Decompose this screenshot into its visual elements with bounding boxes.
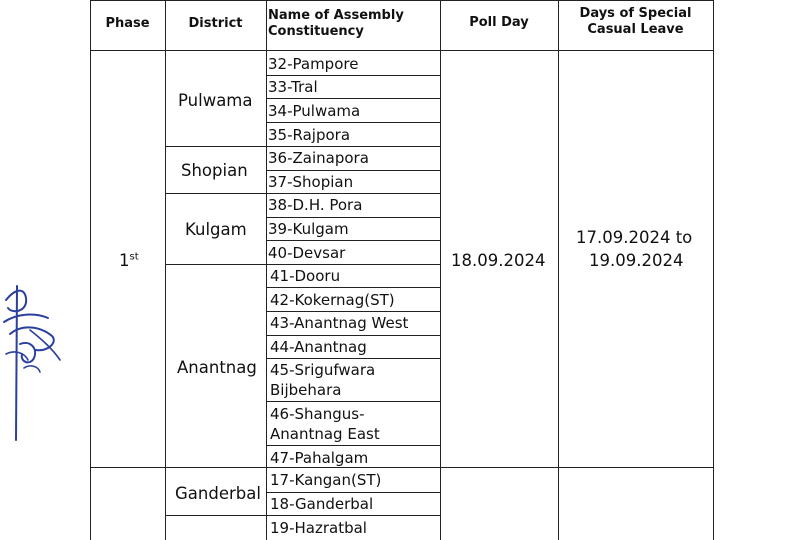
row-separator	[266, 492, 441, 493]
constituency-item: 19-Hazratbal	[270, 519, 367, 537]
header-phase: Phase	[105, 16, 150, 31]
constituency-item: 35-Rajpora	[268, 126, 351, 144]
constituency-item: 41-Dooru	[270, 267, 341, 285]
constituency-item: 36-Zainapora	[268, 149, 369, 167]
constituency-item: 37-Shopian	[268, 173, 354, 191]
row-separator	[266, 335, 441, 336]
constituency-item-continued: Anantnag East	[270, 425, 380, 443]
constituency-item: 44-Anantnag	[270, 338, 367, 356]
constituency-item: 17-Kangan(ST)	[270, 471, 382, 489]
constituency-item: 47-Pahalgam	[270, 449, 369, 467]
header-poll-day: Poll Day	[469, 15, 529, 30]
district-separator	[165, 193, 441, 194]
row-separator	[266, 401, 441, 402]
row-separator	[266, 217, 441, 218]
district-shopian: Shopian	[181, 161, 248, 180]
column-divider-constituency	[266, 0, 267, 540]
district-pulwama: Pulwama	[178, 91, 253, 110]
header-district: District	[188, 16, 243, 31]
row-separator	[266, 311, 441, 312]
constituency-item: 40-Devsar	[268, 244, 346, 262]
header-constituency-line1: Name of Assembly	[268, 8, 404, 23]
row-separator	[266, 98, 441, 99]
district-ganderbal: Ganderbal	[175, 484, 261, 503]
header-constituency-line2: Constituency	[268, 24, 364, 39]
header-leave-line2: Casual Leave	[587, 22, 684, 37]
header-leave-line1: Days of Special	[579, 6, 692, 21]
table-border-top	[90, 0, 714, 1]
constituency-item: 38-D.H. Pora	[268, 196, 363, 214]
constituency-item: 43-Anantnag West	[270, 314, 409, 332]
row-separator	[266, 358, 441, 359]
district-anantnag: Anantnag	[177, 358, 257, 377]
district-kulgam: Kulgam	[185, 220, 247, 239]
constituency-item: 45-Srigufwara	[270, 361, 376, 379]
column-divider-leave	[558, 0, 559, 540]
leave-line1: 17.09.2024 to	[576, 228, 693, 247]
table-border-left	[90, 0, 91, 540]
column-divider-pollday	[440, 0, 441, 540]
row-separator	[266, 287, 441, 288]
phase-number-suffix: st	[129, 251, 139, 263]
district-separator	[165, 515, 441, 516]
district-separator	[165, 264, 441, 265]
signature-mark	[0, 278, 70, 448]
phase-number-value: 1	[119, 251, 130, 270]
constituency-item: 42-Kokernag(ST)	[270, 291, 395, 309]
phase-number	[119, 251, 139, 270]
row-separator	[266, 445, 441, 446]
constituency-item-continued: Bijbehara	[270, 381, 342, 399]
constituency-item: 18-Ganderbal	[270, 495, 374, 513]
constituency-item: 32-Pampore	[268, 55, 359, 73]
row-separator	[266, 122, 441, 123]
constituency-item: 33-Tral	[268, 78, 318, 96]
poll-day-value: 18.09.2024	[451, 251, 546, 270]
phase-separator	[90, 467, 714, 468]
column-divider-district	[165, 0, 166, 540]
constituency-item: 39-Kulgam	[268, 220, 349, 238]
row-separator	[266, 75, 441, 76]
row-separator	[266, 240, 441, 241]
row-separator	[266, 170, 441, 171]
constituency-item: 46-Shangus-	[270, 405, 365, 423]
leave-line2: 19.09.2024	[589, 251, 684, 270]
header-separator	[90, 50, 714, 51]
constituency-item: 34-Pulwama	[268, 102, 361, 120]
district-separator	[165, 146, 441, 147]
table-border-right	[713, 0, 714, 540]
